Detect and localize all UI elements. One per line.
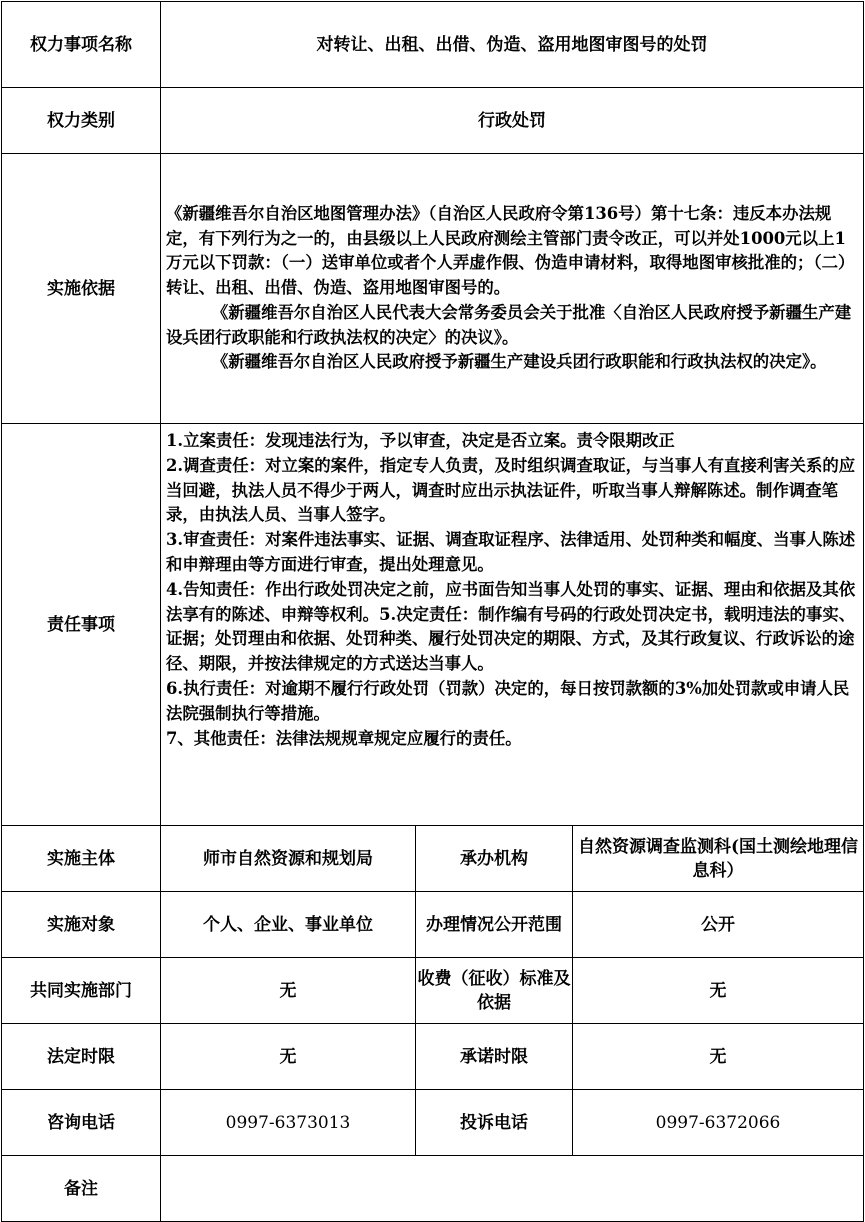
row-duties	[2, 424, 864, 826]
row-remarks	[2, 1156, 864, 1222]
row-power-type	[2, 88, 864, 154]
legal-time-limit-value: 无	[161, 1024, 416, 1090]
remarks-label: 备注	[2, 1156, 161, 1222]
power-name-label: 权力事项名称	[2, 2, 161, 88]
power-type-label: 权力类别	[2, 88, 161, 154]
disclosure-scope-value: 公开	[573, 892, 864, 958]
duty-paragraph: 4.告知责任：作出行政处罚决定之前，应书面告知当事人处罚的事实、证据、理由和依据及其依法享有的陈述、申辩等权利。5.决定责任：制作编有号码的行政处罚决定书，载明违法的事实、证据；处罚理由和依据、处罚种类、履行处罚决定的期限、方式，及其行政复议、行政诉讼的途径、期限，并按法律规定的方式送达当事人。	[166, 579, 856, 674]
row-time-limit	[2, 1024, 864, 1090]
fee-standard-label: 收费（征收）标准及依据	[416, 958, 573, 1024]
consult-phone-value: 0997-6373013	[161, 1090, 416, 1156]
duties-content	[161, 424, 864, 826]
duty-paragraph: 6.执行责任：对逾期不履行行政处罚（罚款）决定的，每日按罚款额的3%加处罚款或申请人民法院强制执行等措施。	[166, 678, 850, 723]
duty-paragraph: 7、其他责任：法律法规规章规定应履行的责任。	[166, 728, 522, 748]
handling-agency-label: 承办机构	[416, 826, 573, 892]
row-joint	[2, 958, 864, 1024]
duty-paragraph: 3.审查责任：对案件违法事实、证据、调查取证程序、法律适用、处罚种类和幅度、当事人陈述和申辩理由等方面进行审查，提出处理意见。	[166, 530, 856, 574]
row-subject	[2, 826, 864, 892]
consult-phone-label: 咨询电话	[2, 1090, 161, 1156]
power-name-value: 对转让、出租、出借、伪造、盗用地图审图号的处罚	[161, 2, 864, 88]
fee-standard-value: 无	[573, 958, 864, 1024]
row-phone	[2, 1090, 864, 1156]
target-label: 实施对象	[2, 892, 161, 958]
remarks-value	[161, 1156, 864, 1222]
basis-paragraph: 《新疆维吾尔自治区人民代表大会常务委员会关于批准〈自治区人民政府授予新疆生产建设兵团行政职能和行政执法权的决定〉的决议》。	[166, 302, 852, 347]
promised-time-limit-label: 承诺时限	[416, 1024, 573, 1090]
basis-content	[161, 154, 864, 424]
subject-label: 实施主体	[2, 826, 161, 892]
row-basis	[2, 154, 864, 424]
duty-paragraph: 2.调查责任：对立案的案件，指定专人负责，及时组织调查取证，与当事人有直接利害关系的应当回避，执法人员不得少于两人，调查时应出示执法证件，听取当事人辩解陈述。制作调查笔录，由执法人员、当事人签字。	[166, 455, 856, 525]
duties-label: 责任事项	[2, 424, 161, 826]
row-target	[2, 892, 864, 958]
basis-paragraph: 《新疆维吾尔自治区地图管理办法》（自治区人民政府令第136号）第十七条：违反本办法规定，有下列行为之一的，由县级以上人民政府测绘主管部门责令改正，可以并处1000元以上1万元以下罚款：（一）送审单位或者个人弄虚作假、伪造申请材料，取得地图审核批准的；（二）转让、出租、出借、伪造、盗用地图审图号的。	[166, 203, 855, 298]
joint-dept-value: 无	[161, 958, 416, 1024]
power-item-table	[1, 1, 864, 1222]
handling-agency-value: 自然资源调查监测科(国土测绘地理信息科）	[573, 826, 864, 892]
joint-dept-label: 共同实施部门	[2, 958, 161, 1024]
basis-paragraph: 《新疆维吾尔自治区人民政府授予新疆生产建设兵团行政职能和行政执法权的决定》。	[211, 352, 827, 372]
subject-value: 师市自然资源和规划局	[161, 826, 416, 892]
promised-time-limit-value: 无	[573, 1024, 864, 1090]
power-type-value: 行政处罚	[161, 88, 864, 154]
disclosure-scope-label: 办理情况公开范围	[416, 892, 573, 958]
basis-label: 实施依据	[2, 154, 161, 424]
complaint-phone-value: 0997-6372066	[573, 1090, 864, 1156]
duty-paragraph: 1.立案责任：发现违法行为，予以审查，决定是否立案。责令限期改正	[166, 431, 675, 450]
row-power-name	[2, 2, 864, 88]
target-value: 个人、企业、事业单位	[161, 892, 416, 958]
complaint-phone-label: 投诉电话	[416, 1090, 573, 1156]
legal-time-limit-label: 法定时限	[2, 1024, 161, 1090]
